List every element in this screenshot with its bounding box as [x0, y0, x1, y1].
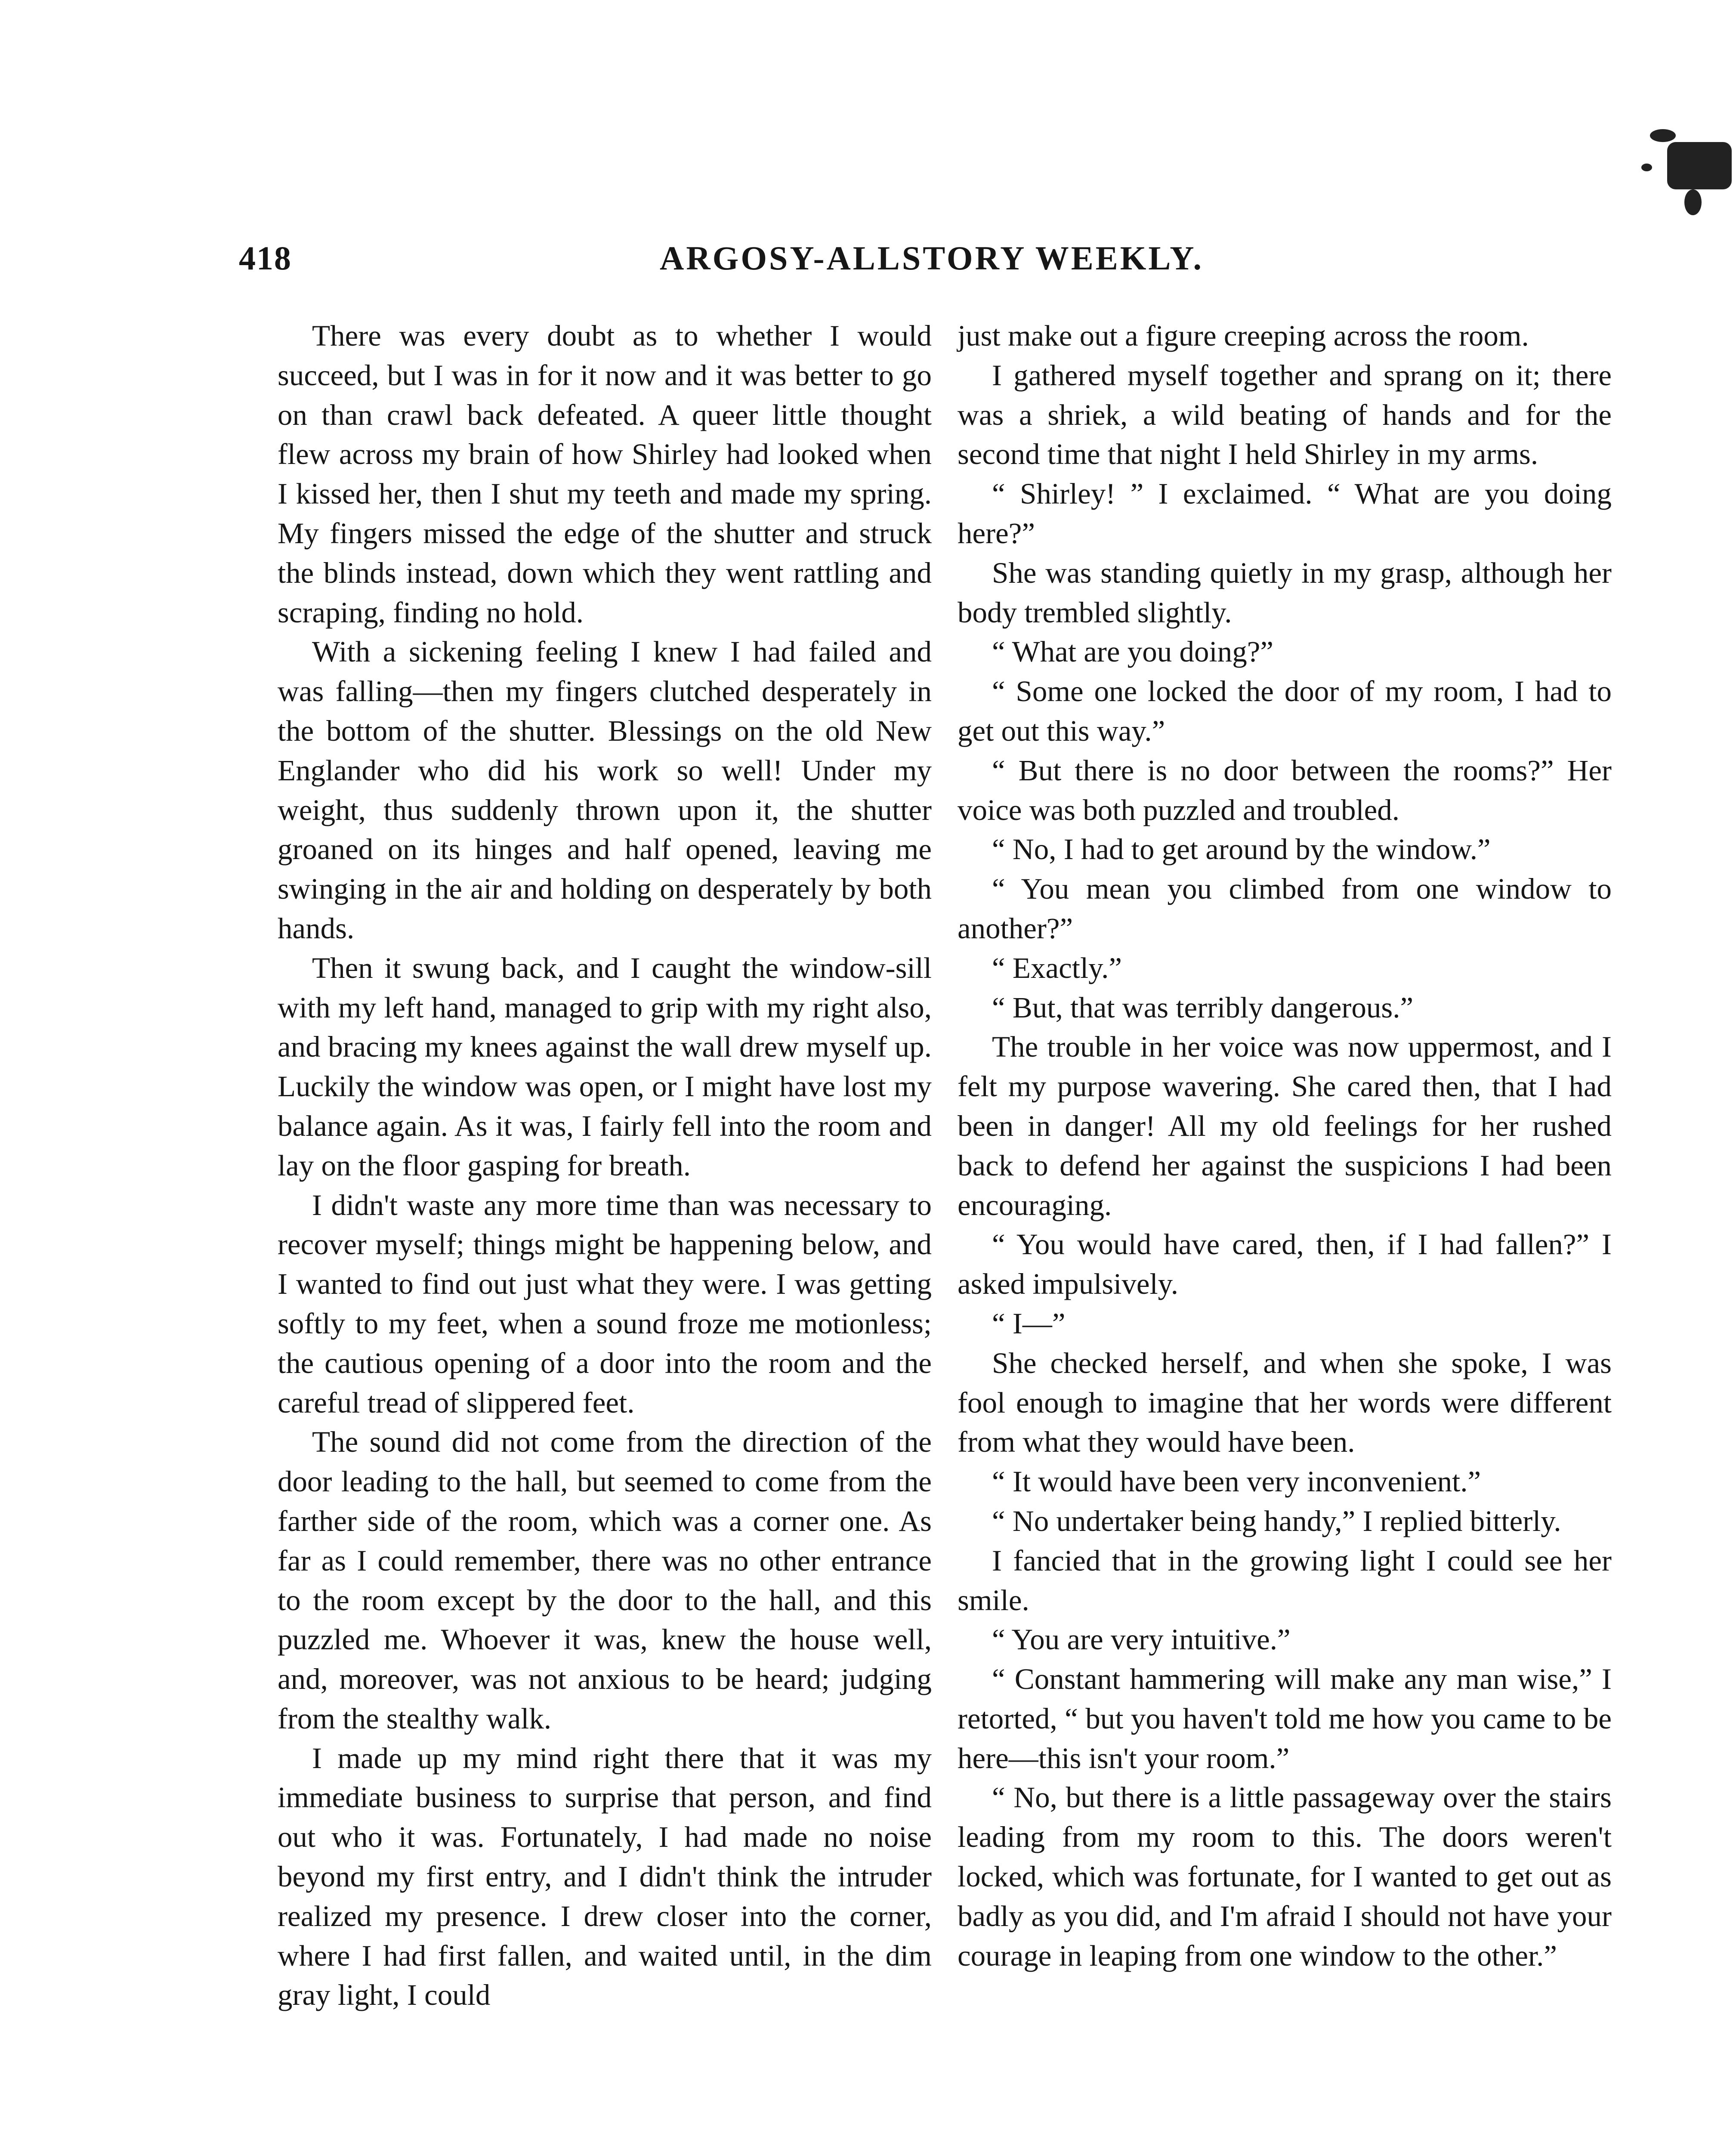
paragraph: “ But there is no door between the rooms?” Her voice was both puzzled and troubled.: [958, 754, 1612, 826]
running-head: [239, 239, 1625, 286]
paragraph: With a sickening feeling I knew I had failed and was falling—then my fingers clutched desperately in the bottom of the shutter. Blessings on the old New Englander who did his work so well! Under my weight, thus suddenly thrown upon it, the shutter groaned on its hinges and half opened, leaving me swinging in the air and holding on desperately by both hands.: [278, 635, 932, 945]
paragraph-continuation: just make out a figure creeping across the room.: [958, 319, 1529, 352]
paragraph: “ You would have cared, then, if I had fallen?” I asked impulsively.: [958, 1228, 1612, 1301]
paragraph: “ Some one locked the door of my room, I had to get out this way.”: [958, 675, 1612, 747]
paragraph: “ Shirley! ” I exclaimed. “ What are you doing here?”: [958, 477, 1612, 550]
paragraph: I fancied that in the growing light I could see her smile.: [958, 1544, 1612, 1617]
paragraph: The trouble in her voice was now uppermost, and I felt my purpose wavering. She cared then, that I had been in danger! All my old feelings for her rushed back to defend her against the suspicions I had been encouraging.: [958, 1030, 1612, 1221]
paragraph: There was every doubt as to whether I would succeed, but I was in for it now and it was better to go on than crawl back defeated. A queer little thought flew across my brain of how Shirley had looked when I kissed her, then I shut my teeth and made my spring. My fingers missed the edge of the shutter and struck the blinds instead, down which they went rattling and scraping, finding no hold.: [278, 319, 932, 629]
paragraph: “ I—”: [992, 1307, 1066, 1340]
magazine-title: ARGOSY-ALLSTORY WEEKLY.: [660, 239, 1204, 277]
right-column: [958, 316, 1612, 1976]
paragraph: “ It would have been very inconvenient.”: [992, 1465, 1481, 1498]
paragraph: I gathered myself together and sprang on it; there was a shriek, a wild beating of hands and for the second time that night I held Shirley in my arms.: [958, 359, 1612, 471]
paragraph: Then it swung back, and I caught the window-sill with my left hand, managed to grip with my right also, and bracing my knees against the wall drew myself up. Luckily the window was open, or I might have lost my balance again. As it was, I fairly fell into the room and lay on the floor gasping for breath.: [278, 951, 932, 1182]
paragraph: “ No undertaker being handy,” I replied bitterly.: [992, 1504, 1561, 1537]
left-column: [278, 316, 932, 2015]
paragraph: “ Exactly.”: [992, 951, 1122, 984]
paragraph: “ You are very intuitive.”: [992, 1623, 1291, 1656]
paragraph: “ Constant hammering will make any man wise,” I retorted, “ but you haven't told me how you came to be here—this isn't your room.”: [958, 1663, 1612, 1775]
paragraph: I didn't waste any more time than was necessary to recover myself; things might be happening below, and I wanted to find out just what they were. I was getting softly to my feet, when a sound froze me motionless; the cautious opening of a door into the room and the careful tread of slippered feet.: [278, 1188, 932, 1419]
paragraph: She checked herself, and when she spoke, I was fool enough to imagine that her words were different from what they would have been.: [958, 1346, 1612, 1459]
paragraph: The sound did not come from the direction of the door leading to the hall, but seemed to come from the farther side of the room, which was a corner one. As far as I could remember, there was no other entrance to the room except by the door to the hall, and this puzzled me. Whoever it was, knew the house well, and, moreover, was not anxious to be heard; judging from the stealthy walk.: [278, 1425, 932, 1735]
paragraph: She was standing quietly in my grasp, although her body trembled slightly.: [958, 556, 1612, 629]
page-number: 418: [239, 239, 292, 277]
paragraph: I made up my mind right there that it was my immediate business to surprise that person, and find out who it was. Fortunately, I had made no noise beyond my first entry, and I didn't think the intruder realized my presence. I drew closer into the corner, where I had first fallen, and waited until, in the dim gray light, I could: [278, 1741, 932, 2012]
paragraph: “ But, that was terribly dangerous.”: [992, 991, 1414, 1024]
paragraph: “ No, but there is a little passageway over the stairs leading from my room to this. The doors weren't locked, which was fortunate, for I wanted to get out as badly as you did, and I'm afraid I should not have your courage in leaping from one window to the other.”: [958, 1781, 1612, 1972]
paragraph: “ You mean you climbed from one window to another?”: [958, 872, 1612, 945]
paragraph: “ What are you doing?”: [992, 635, 1273, 668]
scan-blemish: [1637, 125, 1736, 224]
paragraph: “ No, I had to get around by the window.”: [992, 833, 1491, 866]
